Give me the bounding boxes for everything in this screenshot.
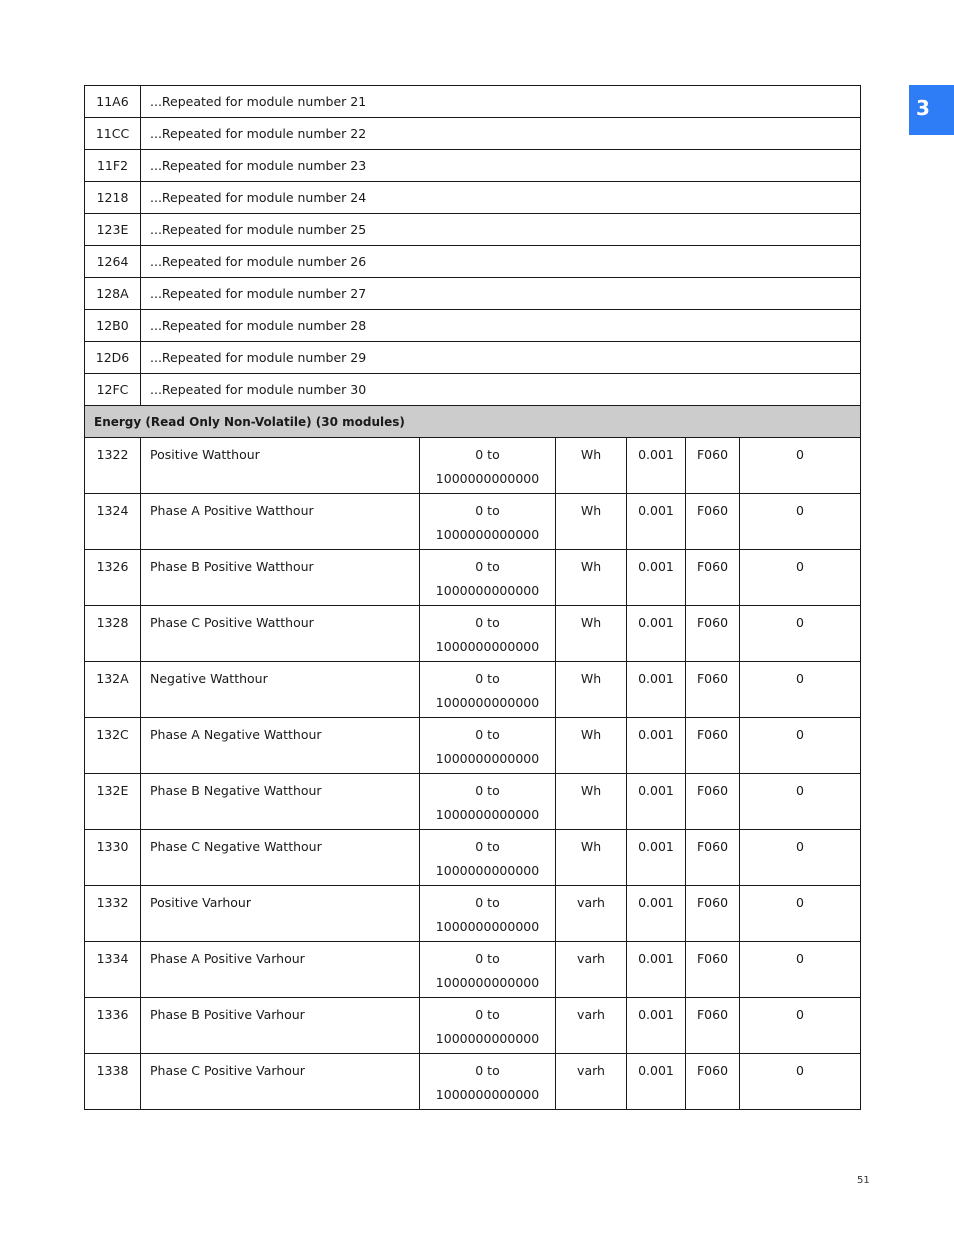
step-cell: 0.001 xyxy=(627,998,686,1054)
default-cell: 0 xyxy=(740,662,861,718)
step-cell: 0.001 xyxy=(627,830,686,886)
range-max: 1000000000000 xyxy=(435,919,540,934)
table-row xyxy=(85,886,861,942)
table-row xyxy=(85,830,861,886)
range-max: 1000000000000 xyxy=(435,527,540,542)
description-cell: ...Repeated for module number 23 xyxy=(141,150,861,182)
range-cell xyxy=(420,606,556,662)
address-cell: 1330 xyxy=(85,830,141,886)
units-cell: Wh xyxy=(556,606,627,662)
step-cell: 0.001 xyxy=(627,662,686,718)
description-cell: ...Repeated for module number 26 xyxy=(141,246,861,278)
chapter-tab: 3 xyxy=(909,85,954,135)
step-cell: 0.001 xyxy=(627,942,686,998)
range-min: 0 to xyxy=(475,727,500,742)
address-cell: 132E xyxy=(85,774,141,830)
section-title: Energy (Read Only Non-Volatile) (30 modules) xyxy=(85,406,861,438)
table-row xyxy=(85,214,861,246)
range-min: 0 to xyxy=(475,895,500,910)
format-cell: F060 xyxy=(686,494,740,550)
default-cell: 0 xyxy=(740,718,861,774)
range-max: 1000000000000 xyxy=(435,751,540,766)
description-cell: Positive Varhour xyxy=(141,886,420,942)
default-cell: 0 xyxy=(740,886,861,942)
range-min: 0 to xyxy=(475,559,500,574)
range-max: 1000000000000 xyxy=(435,863,540,878)
range-min: 0 to xyxy=(475,615,500,630)
format-cell: F060 xyxy=(686,662,740,718)
units-cell: varh xyxy=(556,1054,627,1110)
table-body xyxy=(85,86,861,1110)
range-cell xyxy=(420,438,556,494)
description-cell: Phase B Negative Watthour xyxy=(141,774,420,830)
description-cell: ...Repeated for module number 27 xyxy=(141,278,861,310)
address-cell: 12B0 xyxy=(85,310,141,342)
units-cell: Wh xyxy=(556,494,627,550)
address-cell: 1322 xyxy=(85,438,141,494)
default-cell: 0 xyxy=(740,830,861,886)
format-cell: F060 xyxy=(686,550,740,606)
range-cell xyxy=(420,774,556,830)
range-max: 1000000000000 xyxy=(435,695,540,710)
address-cell: 1338 xyxy=(85,1054,141,1110)
description-cell: Negative Watthour xyxy=(141,662,420,718)
default-cell: 0 xyxy=(740,998,861,1054)
units-cell: Wh xyxy=(556,662,627,718)
format-cell: F060 xyxy=(686,886,740,942)
default-cell: 0 xyxy=(740,550,861,606)
address-cell: 123E xyxy=(85,214,141,246)
range-max: 1000000000000 xyxy=(435,1031,540,1046)
format-cell: F060 xyxy=(686,942,740,998)
address-cell: 1328 xyxy=(85,606,141,662)
description-cell: ...Repeated for module number 25 xyxy=(141,214,861,246)
range-max: 1000000000000 xyxy=(435,1087,540,1102)
step-cell: 0.001 xyxy=(627,550,686,606)
table-row xyxy=(85,310,861,342)
address-cell: 128A xyxy=(85,278,141,310)
units-cell: varh xyxy=(556,942,627,998)
table-row xyxy=(85,718,861,774)
step-cell: 0.001 xyxy=(627,494,686,550)
range-max: 1000000000000 xyxy=(435,583,540,598)
address-cell: 12FC xyxy=(85,374,141,406)
range-max: 1000000000000 xyxy=(435,807,540,822)
units-cell: Wh xyxy=(556,774,627,830)
range-cell xyxy=(420,494,556,550)
description-cell: ...Repeated for module number 21 xyxy=(141,86,861,118)
address-cell: 1332 xyxy=(85,886,141,942)
range-min: 0 to xyxy=(475,1007,500,1022)
address-cell: 1264 xyxy=(85,246,141,278)
range-cell xyxy=(420,830,556,886)
address-cell: 132A xyxy=(85,662,141,718)
description-cell: ...Repeated for module number 30 xyxy=(141,374,861,406)
address-cell: 132C xyxy=(85,718,141,774)
default-cell: 0 xyxy=(740,494,861,550)
table-row xyxy=(85,182,861,214)
address-cell: 11F2 xyxy=(85,150,141,182)
range-min: 0 to xyxy=(475,1063,500,1078)
units-cell: Wh xyxy=(556,438,627,494)
table-row xyxy=(85,342,861,374)
format-cell: F060 xyxy=(686,998,740,1054)
table-row xyxy=(85,118,861,150)
description-cell: Phase C Positive Varhour xyxy=(141,1054,420,1110)
format-cell: F060 xyxy=(686,1054,740,1110)
address-cell: 11CC xyxy=(85,118,141,150)
range-max: 1000000000000 xyxy=(435,975,540,990)
range-cell xyxy=(420,886,556,942)
format-cell: F060 xyxy=(686,438,740,494)
table-row xyxy=(85,1054,861,1110)
address-cell: 1326 xyxy=(85,550,141,606)
table-row xyxy=(85,150,861,182)
format-cell: F060 xyxy=(686,606,740,662)
description-cell: Phase A Negative Watthour xyxy=(141,718,420,774)
description-cell: Phase B Positive Watthour xyxy=(141,550,420,606)
range-max: 1000000000000 xyxy=(435,471,540,486)
default-cell: 0 xyxy=(740,606,861,662)
range-min: 0 to xyxy=(475,671,500,686)
table-row xyxy=(85,438,861,494)
table-row xyxy=(85,606,861,662)
range-max: 1000000000000 xyxy=(435,639,540,654)
table-row xyxy=(85,550,861,606)
format-cell: F060 xyxy=(686,718,740,774)
page-number: 51 xyxy=(857,1175,870,1186)
description-cell: Phase A Positive Varhour xyxy=(141,942,420,998)
format-cell: F060 xyxy=(686,830,740,886)
range-min: 0 to xyxy=(475,839,500,854)
table-row xyxy=(85,494,861,550)
range-min: 0 to xyxy=(475,951,500,966)
description-cell: Phase C Positive Watthour xyxy=(141,606,420,662)
description-cell: ...Repeated for module number 29 xyxy=(141,342,861,374)
default-cell: 0 xyxy=(740,1054,861,1110)
step-cell: 0.001 xyxy=(627,438,686,494)
description-cell: ...Repeated for module number 28 xyxy=(141,310,861,342)
step-cell: 0.001 xyxy=(627,886,686,942)
step-cell: 0.001 xyxy=(627,606,686,662)
description-cell: Phase C Negative Watthour xyxy=(141,830,420,886)
range-min: 0 to xyxy=(475,447,500,462)
description-cell: ...Repeated for module number 22 xyxy=(141,118,861,150)
table-row xyxy=(85,246,861,278)
units-cell: Wh xyxy=(556,830,627,886)
range-cell xyxy=(420,718,556,774)
address-cell: 11A6 xyxy=(85,86,141,118)
range-cell xyxy=(420,662,556,718)
description-cell: ...Repeated for module number 24 xyxy=(141,182,861,214)
step-cell: 0.001 xyxy=(627,718,686,774)
section-header-row xyxy=(85,406,861,438)
address-cell: 1334 xyxy=(85,942,141,998)
format-cell: F060 xyxy=(686,774,740,830)
default-cell: 0 xyxy=(740,438,861,494)
range-min: 0 to xyxy=(475,503,500,518)
step-cell: 0.001 xyxy=(627,1054,686,1110)
address-cell: 1218 xyxy=(85,182,141,214)
range-cell xyxy=(420,1054,556,1110)
address-cell: 1336 xyxy=(85,998,141,1054)
table-row xyxy=(85,774,861,830)
description-cell: Positive Watthour xyxy=(141,438,420,494)
range-cell xyxy=(420,998,556,1054)
units-cell: Wh xyxy=(556,550,627,606)
default-cell: 0 xyxy=(740,774,861,830)
address-cell: 12D6 xyxy=(85,342,141,374)
table-row xyxy=(85,662,861,718)
description-cell: Phase A Positive Watthour xyxy=(141,494,420,550)
address-cell: 1324 xyxy=(85,494,141,550)
range-cell xyxy=(420,550,556,606)
table-row xyxy=(85,86,861,118)
units-cell: Wh xyxy=(556,718,627,774)
table-row xyxy=(85,278,861,310)
description-cell: Phase B Positive Varhour xyxy=(141,998,420,1054)
default-cell: 0 xyxy=(740,942,861,998)
range-min: 0 to xyxy=(475,783,500,798)
table-row xyxy=(85,374,861,406)
table-row xyxy=(85,998,861,1054)
units-cell: varh xyxy=(556,886,627,942)
units-cell: varh xyxy=(556,998,627,1054)
table-row xyxy=(85,942,861,998)
register-map-table xyxy=(84,85,861,1110)
step-cell: 0.001 xyxy=(627,774,686,830)
range-cell xyxy=(420,942,556,998)
